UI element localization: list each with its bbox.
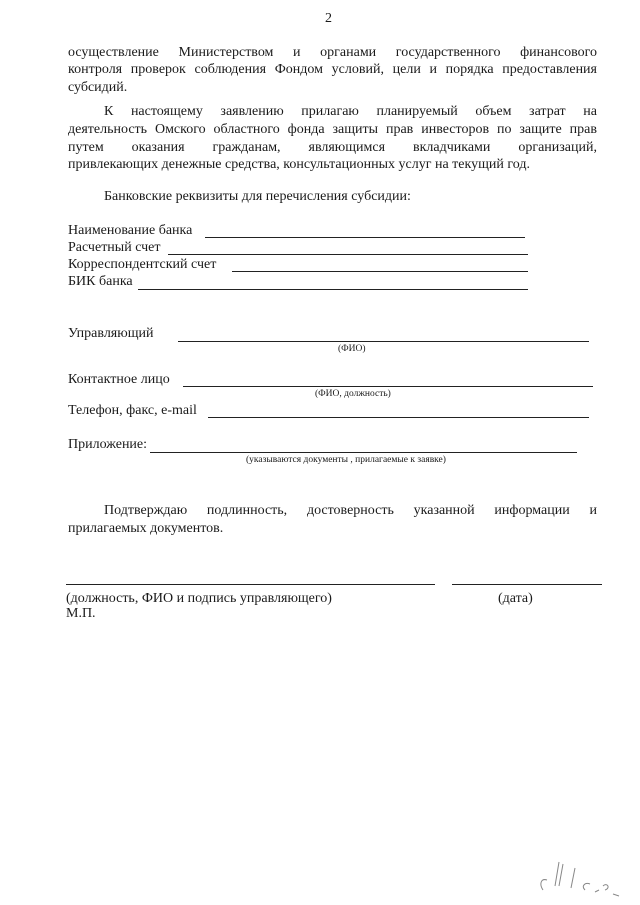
phone-label: Телефон, факс, e-mail (68, 403, 197, 418)
manager-hint: (ФИО) (338, 344, 366, 354)
attachment-field[interactable] (150, 452, 577, 453)
bik-label: БИК банка (68, 274, 133, 289)
paragraph-line: прилагаемых документов. (68, 521, 224, 536)
bank-name-field[interactable] (205, 237, 525, 238)
paragraph-line: осуществление Министерством и органами государственного финансового (68, 45, 597, 60)
date-field[interactable] (452, 584, 602, 585)
paragraph-line: деятельность Омского областного фонда защиты прав инвесторов по защите прав (68, 122, 597, 137)
handwritten-initials (535, 856, 625, 900)
manager-name-field[interactable] (178, 341, 589, 342)
signature-caption: (должность, ФИО и подпись управляющего) (66, 591, 332, 606)
contact-person-field[interactable] (183, 386, 593, 387)
bik-field[interactable] (138, 289, 528, 290)
attachment-hint: (указываются документы , прилагаемые к заявке) (246, 455, 446, 465)
manager-label: Управляющий (68, 326, 154, 341)
paragraph-line: К настоящему заявлению прилагаю планируемый объем затрат на (104, 104, 597, 119)
paragraph-line: контроля проверок соблюдения Фондом условий, цели и порядка предоставления (68, 62, 597, 77)
contact-person-hint: (ФИО, должность) (315, 389, 391, 399)
page-number: 2 (325, 11, 332, 26)
paragraph-line: привлекающих денежные средства, консультационных услуг на текущий год. (68, 157, 530, 172)
correspondent-account-field[interactable] (232, 271, 528, 272)
paragraph-line: субсидий. (68, 80, 128, 95)
paragraph-line: Подтверждаю подлинность, достоверность указанной информации и (104, 503, 597, 518)
bank-details-heading: Банковские реквизиты для перечисления субсидии: (104, 189, 411, 204)
paragraph-line: путем оказания гражданам, являющимся вкладчиками организаций, (68, 140, 597, 155)
settlement-account-label: Расчетный счет (68, 240, 161, 255)
signature-field[interactable] (66, 584, 435, 585)
attachment-label: Приложение: (68, 437, 148, 452)
date-caption: (дата) (498, 591, 533, 606)
contact-person-label: Контактное лицо (68, 372, 170, 387)
stamp-placeholder: М.П. (66, 606, 96, 621)
phone-field[interactable] (208, 417, 589, 418)
bank-name-label: Наименование банка (68, 223, 193, 238)
settlement-account-field[interactable] (168, 254, 528, 255)
correspondent-account-label: Корреспондентский счет (68, 257, 217, 272)
